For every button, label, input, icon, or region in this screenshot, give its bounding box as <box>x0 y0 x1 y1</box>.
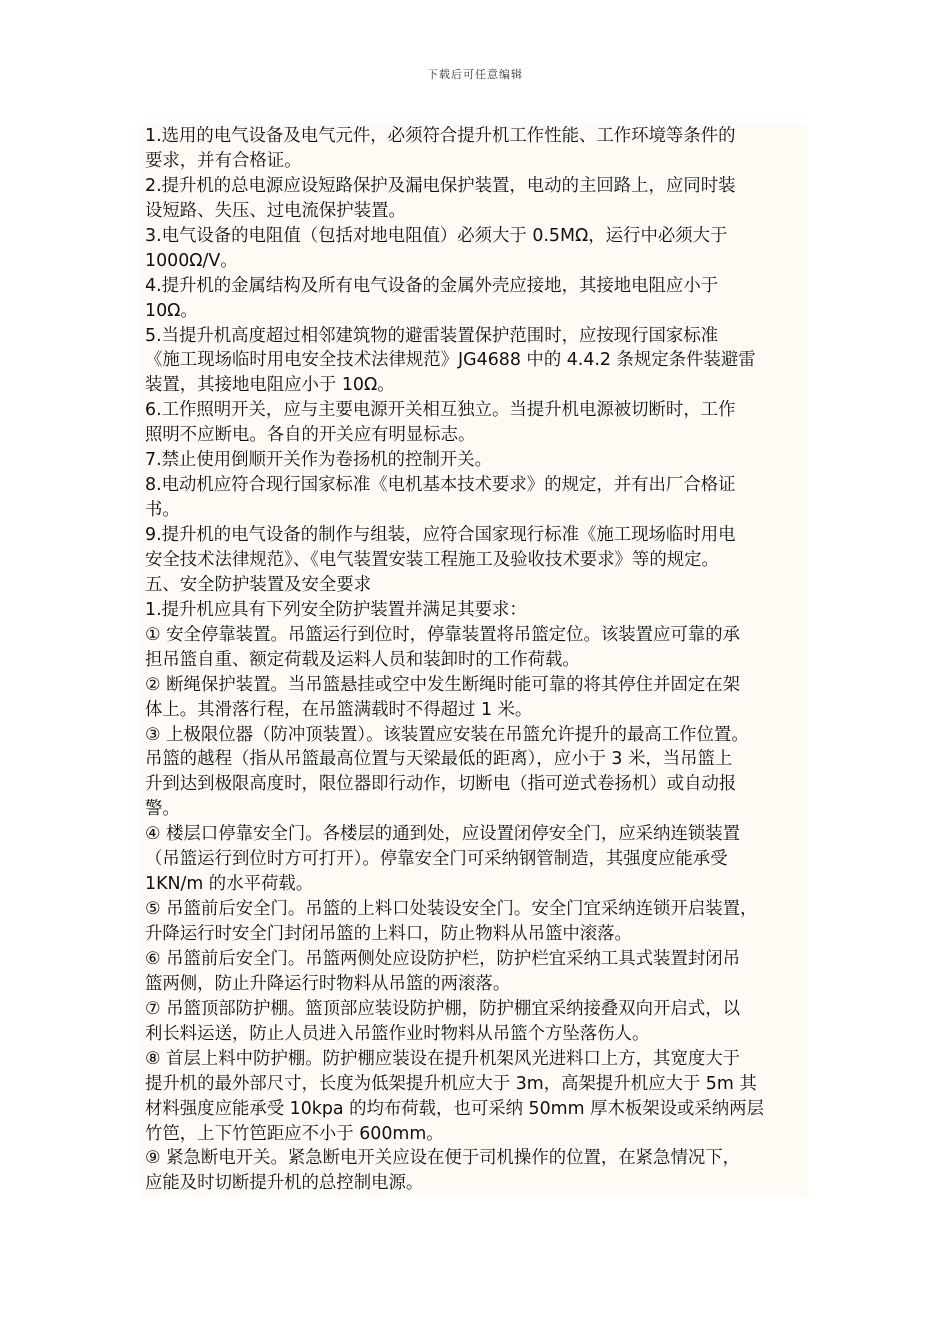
text-line: 要求，并有合格证。 <box>145 150 302 171</box>
text-line: 体上。其滑落行程，在吊篮满载时不得超过 1 米。 <box>145 699 533 720</box>
text-line: 安全技术法律规范》、《电气装置安装工程施工及验收技术要求》等的规定。 <box>145 549 719 570</box>
text-line: 装置，其接地电阻应小于 10Ω。 <box>145 375 395 396</box>
text-line: ⑥ 吊篮前后安全门。吊篮两侧处应设防护栏，防护栏宜采纳工具式装置封闭吊 <box>145 948 741 969</box>
text-line: ⑦ 吊篮顶部防护棚。篮顶部应装设防护棚，防护棚宜采纳接叠双向开启式，以 <box>145 998 741 1019</box>
text-line: 应能及时切断提升机的总控制电源。 <box>145 1173 424 1194</box>
text-line: ⑨ 紧急断电开关。紧急断电开关应设在便于司机操作的位置，在紧急情况下， <box>145 1148 741 1169</box>
document-body <box>145 124 820 1196</box>
text-line: 1.选用的电气设备及电气元件，必须符合提升机工作性能、工作环境等条件的 <box>145 126 736 146</box>
text-line: 书。 <box>145 500 180 521</box>
text-line: 竹笆，上下竹笆距应不小于 600mm。 <box>145 1123 444 1144</box>
text-line: 利长料运送，防止人员进入吊篮作业时物料从吊篮个方坠落伤人。 <box>145 1023 650 1044</box>
text-line: 升到达到极限高度时，限位器即行动作，切断电（指可逆式卷扬机）或自动报 <box>145 774 737 795</box>
text-line: 升降运行时安全门封闭吊篮的上料口，防止物料从吊篮中滚落。 <box>145 924 632 944</box>
text-line: 担吊篮自重、额定荷载及运料人员和装卸时的工作荷载。 <box>145 649 580 670</box>
page-header-note: 下载后可任意编辑 <box>427 68 523 81</box>
text-line: 提升机的最外部尺寸，长度为低架提升机应大于 3m，高架提升机应大于 5m 其 <box>145 1073 757 1094</box>
text-line: ⑤ 吊篮前后安全门。吊篮的上料口处装设安全门。安全门宜采纳连锁开启装置， <box>145 899 758 920</box>
text-line: 1.提升机应具有下列安全防护装置并满足其要求： <box>145 599 527 620</box>
text-line: ④ 楼层口停靠安全门。各楼层的通到处，应设置闭停安全门，应采纳连锁装置 <box>145 824 741 845</box>
text-line: 7.禁止使用倒顺开关作为卷扬机的控制开关。 <box>145 450 493 471</box>
text-line: 5.当提升机高度超过相邻建筑物的避雷装置保护范围时，应按现行国家标准 <box>145 325 719 346</box>
text-line: 1KN/m 的水平荷载。 <box>145 874 314 895</box>
text-line: 吊篮的越程（指从吊篮最高位置与天梁最低的距离），应小于 3 米，当吊篮上 <box>145 749 733 770</box>
text-line: 2.提升机的总电源应设短路保护及漏电保护装置，电动的主回路上，应同时装 <box>145 175 736 196</box>
text-line: 五、安全防护装置及安全要求 <box>145 574 372 595</box>
text-line: 照明不应断电。各自的开关应有明显标志。 <box>145 425 476 446</box>
text-line: ③ 上极限位器（防冲顶装置）。该装置应安装在吊篮允许提升的最高工作位置。 <box>145 724 749 745</box>
text-line: 《施工现场临时用电安全技术法律规范》JG4688 中的 4.4.2 条规定条件装避雷 <box>145 350 756 371</box>
text-line: ⑧ 首层上料中防护棚。防护棚应装设在提升机架风光进料口上方，其宽度大于 <box>145 1048 741 1069</box>
text-line: 材料强度应能承受 10kpa 的均布荷载，也可采纳 50mm 厚木板架设或采纳两层 <box>145 1098 764 1119</box>
text-line: 6.工作照明开关，应与主要电源开关相互独立。当提升机电源被切断时，工作 <box>145 400 736 421</box>
text-line: 10Ω。 <box>145 300 198 321</box>
text-line: 3.电气设备的电阻值（包括对地电阻值）必须大于 0.5MΩ，运行中必须大于 <box>145 225 728 246</box>
text-line: ② 断绳保护装置。当吊篮悬挂或空中发生断绳时能可靠的将其停住并固定在架 <box>145 674 741 695</box>
text-line: 8.电动机应符合现行国家标准《电机基本技术要求》的规定，并有出厂合格证 <box>145 475 736 496</box>
text-line: 9.提升机的电气设备的制作与组装，应符合国家现行标准《施工现场临时用电 <box>145 525 736 545</box>
text-line: 4.提升机的金属结构及所有电气设备的金属外壳应接地，其接地电阻应小于 <box>145 275 719 296</box>
text-line: （吊篮运行到位时方可打开）。停靠安全门可采纳钢管制造，其强度应能承受 <box>145 849 728 870</box>
text-line: 设短路、失压、过电流保护装置。 <box>145 200 406 221</box>
text-line: ① 安全停靠装置。吊篮运行到位时，停靠装置将吊篮定位。该装置应可靠的承 <box>145 624 741 645</box>
text-line: 1000Ω/V。 <box>145 250 238 271</box>
text-line: 警。 <box>145 799 180 820</box>
text-line: 篮两侧，防止升降运行时物料从吊篮的两滚落。 <box>145 973 511 994</box>
